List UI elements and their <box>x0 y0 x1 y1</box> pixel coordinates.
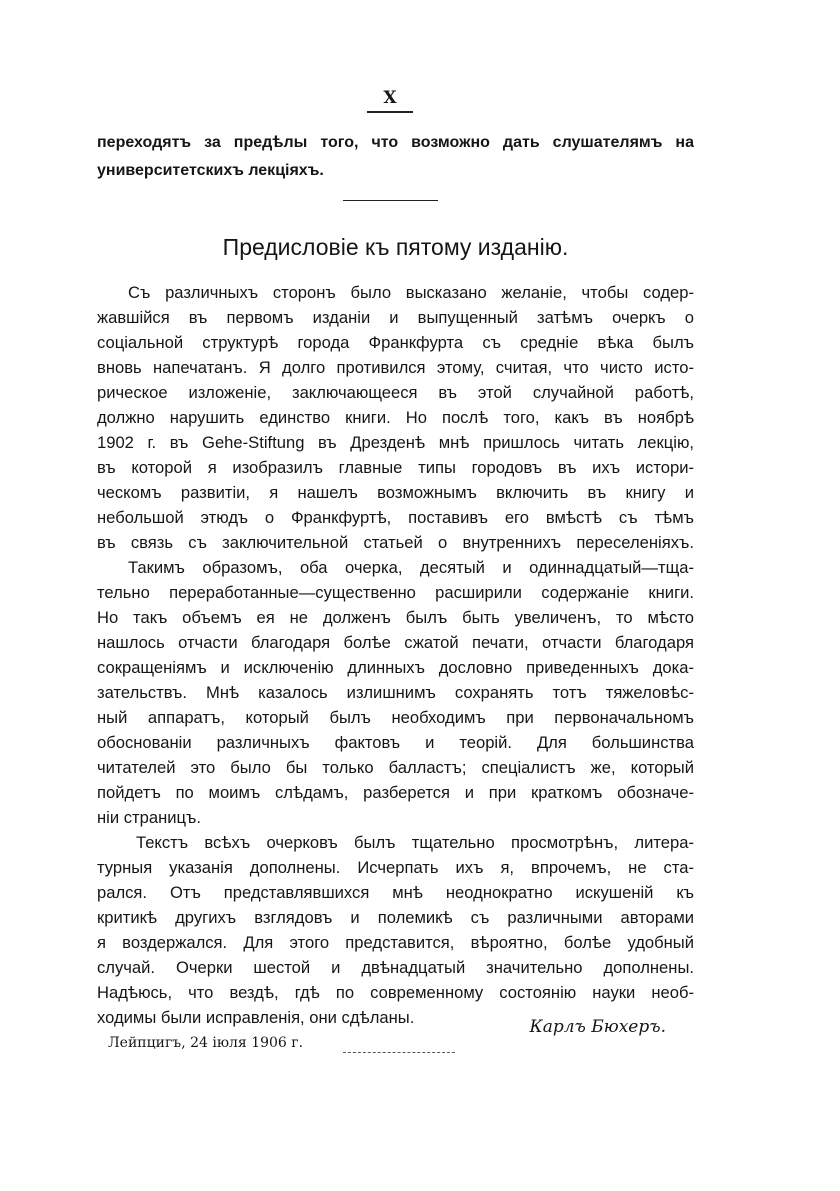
paragraph-line: въ которой я изобразилъ главные типы городовъ въ ихъ истори- <box>97 458 694 477</box>
paragraph-line: Надѣюсь, что вездѣ, гдѣ по современному состоянію науки необ- <box>97 983 694 1002</box>
paragraph-line: читателей это было бы только балластъ; спеціалистъ же, который <box>97 758 694 777</box>
paragraph-line: ніи страницъ. <box>97 808 202 827</box>
paragraph-line: рическое изложеніе, заключающееся въ этой случайной работѣ, <box>97 383 694 402</box>
paragraph-line: въ связь съ заключительной статьей о внутреннихъ переселеніяхъ. <box>97 533 694 552</box>
section-title: Предисловіе къ пятому изданію. <box>222 234 569 260</box>
paragraph-line: ный аппаратъ, который былъ необходимъ при первоначальномъ <box>97 708 694 727</box>
paragraph-line: я воздержался. Для этого представится, вѣроятно, болѣе удобный <box>97 933 694 952</box>
page-number-rule <box>367 111 413 113</box>
paragraph-line: случай. Очерки шестой и двѣнадцатый значительно дополнены. <box>97 958 694 977</box>
paragraph-line: рался. Отъ представлявшихся мнѣ неоднократно искушеній къ <box>97 883 694 902</box>
paragraph-line: Съ различныхъ сторонъ было высказано желаніе, чтобы содер- <box>128 283 694 302</box>
paragraph-line: должно нарушить единство книги. Но послѣ того, какъ въ ноябрѣ <box>97 408 694 427</box>
place-date: Лейпцигъ, 24 іюля 1906 г. <box>108 1035 304 1051</box>
paragraph-line: турныя указанія дополнены. Исчерпать ихъ я, впрочемъ, не ста- <box>97 858 694 877</box>
end-divider <box>343 1052 455 1053</box>
paragraph-line: Но такъ объемъ ея не долженъ былъ быть увеличенъ, то мѣсто <box>97 608 694 627</box>
paragraph-line: пойдетъ по моимъ слѣдамъ, разберется и при краткомъ обозначе- <box>97 783 694 802</box>
intro-line: университетскихъ лекціяхъ. <box>97 162 324 179</box>
paragraph-line: нашлось отчасти благодаря болѣе сжатой печати, отчасти благодаря <box>97 633 694 652</box>
paragraph-line: небольшой этюдъ о Франкфуртѣ, поставивъ его вмѣстѣ съ тѣмъ <box>97 508 694 527</box>
paragraph-line: ческомъ развитіи, я нашелъ возможнымъ включить въ книгу и <box>97 483 694 502</box>
paragraph-line: вновь напечатанъ. Я долго противился этому, считая, что чисто исто- <box>97 358 694 377</box>
paragraph-line: обоснованіи различныхъ фактовъ и теорій. Для большинства <box>97 733 694 752</box>
paragraph-line: соціальной структурѣ города Франкфурта съ средніе вѣка былъ <box>97 333 694 352</box>
paragraph-line: 1902 г. въ Gehe-Stiftung въ Дрезденѣ мнѣ пришлось читать лекцію, <box>97 433 694 452</box>
paragraph-line: сокращеніямъ и исключенію длинныхъ дословно приведенныхъ дока- <box>97 658 694 677</box>
page-number: X <box>383 88 397 108</box>
paragraph-line: Такимъ образомъ, оба очерка, десятый и одиннадцатый—тща- <box>128 558 694 577</box>
paragraph-line: зательствъ. Мнѣ казалось излишнимъ сохранять тотъ тяжеловѣс- <box>97 683 694 702</box>
paragraph-line: критикѣ другихъ взглядовъ и полемикѣ съ различными авторами <box>97 908 694 927</box>
paragraph-line: ходимы были исправленія, они сдѣланы. <box>97 1008 415 1027</box>
intro-line: переходятъ за предѣлы того, что возможно дать слушателямъ на <box>97 134 694 151</box>
paragraph-line: жавшійся въ первомъ изданіи и выпущенный затѣмъ очеркъ о <box>97 308 694 327</box>
paragraph-line: тельно переработанные—существенно расширили содержаніе книги. <box>97 583 694 602</box>
paragraph-line: Текстъ всѣхъ очерковъ былъ тщательно просмотрѣнъ, литера- <box>136 833 694 852</box>
author-signature: Карлъ Бюхеръ. <box>529 1017 666 1037</box>
section-divider <box>343 200 438 201</box>
